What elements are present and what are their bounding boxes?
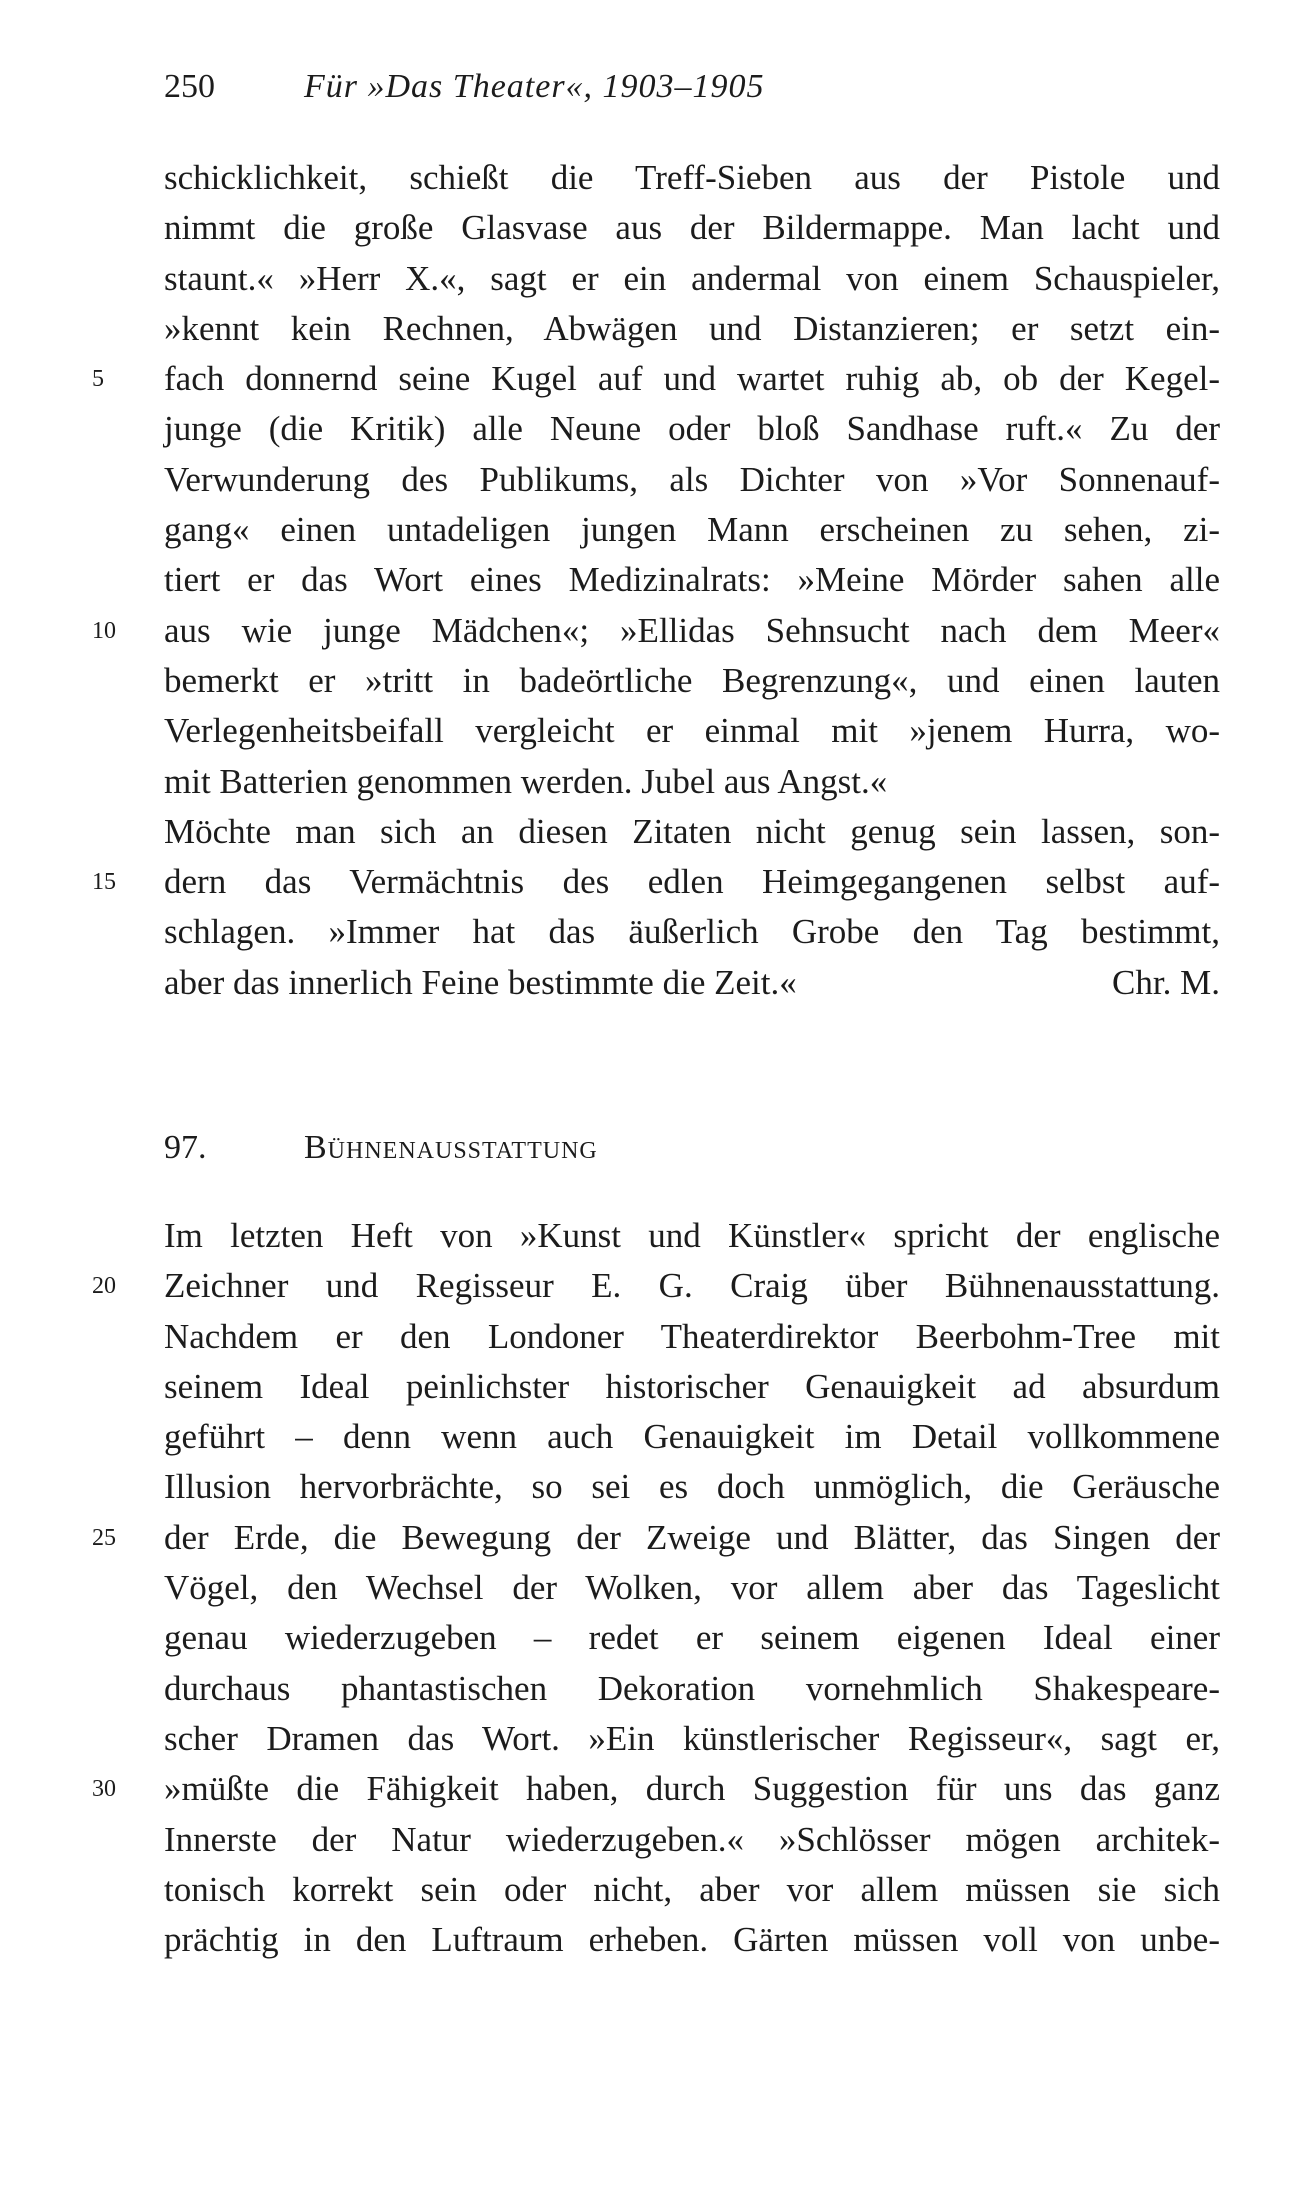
text-line [164,404,1220,454]
line-text: »kennt kein Rechnen, Abwägen und Distanzieren; er setzt ein- [164,308,1220,348]
line-text: seinem Ideal peinlichster historischer Genauigkeit ad absurdum [164,1366,1220,1406]
line-text: dern das Vermächtnis des edlen Heimgegangenen selbst auf- [164,862,1220,902]
text-line [164,757,1220,807]
line-text: Zeichner und Regisseur E. G. Craig über Bühnenausstattung. [164,1266,1220,1306]
text-line [164,1312,1220,1362]
line-text: Illusion hervorbrächte, so sei es doch unmöglich, die Geräusche [164,1467,1220,1507]
text-line [164,706,1220,756]
text-line [164,656,1220,706]
line-text: gang« einen untadeligen jungen Mann erscheinen zu sehen, zi- [164,510,1220,550]
line-text: Verwunderung des Publikums, als Dichter von »Vor Sonnenauf- [164,459,1220,499]
line-text: fach donnernd seine Kugel auf und wartet ruhig ab, ob der Kegel- [164,359,1220,399]
section-number: 97. [164,1129,207,1166]
line-number: 15 [92,869,116,896]
line-text: Im letzten Heft von »Kunst und Künstler« spricht der englische [164,1216,1220,1255]
text-line [164,304,1220,354]
line-text: Vögel, den Wechsel der Wolken, vor allem aber das Tageslicht [164,1568,1220,1608]
text-line [164,1462,1220,1512]
text-line [92,1764,1220,1814]
line-number: 25 [92,1524,116,1551]
text-line [164,1915,1220,1965]
text-line [164,1815,1220,1865]
line-text: schicklichkeit, schießt die Treff-Sieben aus der Pistole und [164,158,1220,197]
running-title: Für »Das Theater«, 1903–1905 [304,68,765,105]
line-text: der Erde, die Bewegung der Zweige und Blätter, das Singen der [164,1517,1220,1557]
line-text: staunt.« »Herr X.«, sagt er ein andermal von einem Schauspieler, [164,258,1220,298]
line-text: mit Batterien genommen werden. Jubel aus Angst.« [164,761,888,801]
text-line [164,1714,1220,1764]
text-line [164,1362,1220,1412]
text-line [164,1613,1220,1663]
line-text: aus wie junge Mädchen«; »Ellidas Sehnsucht nach dem Meer« [164,610,1220,650]
text-line [92,606,1220,656]
line-text: genau wiederzugeben – redet er seinem eigenen Ideal einer [164,1618,1220,1658]
text-line [164,1211,1220,1261]
running-header [164,62,765,112]
text-line [92,857,1220,907]
text-line [164,153,1220,203]
section-2-text [92,1211,1220,1965]
text-line [92,1513,1220,1563]
page-number: 250 [164,68,215,105]
line-text: prächtig in den Luftraum erheben. Gärten müssen voll von unbe- [164,1920,1220,1960]
text-line [164,907,1220,957]
line-text: geführt – denn wenn auch Genauigkeit im Detail vollkommene [164,1417,1220,1457]
text-line [164,1563,1220,1613]
line-text: bemerkt er »tritt in badeörtliche Begrenzung«, und einen lauten [164,660,1220,700]
line-text: tiert er das Wort eines Medizinalrats: »Meine Mörder sahen alle [164,560,1220,600]
line-number: 30 [92,1776,116,1803]
line-number: 5 [92,366,104,393]
line-text: durchaus phantastischen Dekoration vornehmlich Shakespeare- [164,1668,1220,1708]
text-line [164,455,1220,505]
text-line [92,354,1220,404]
text-line [164,1412,1220,1462]
line-text: aber das innerlich Feine bestimmte die Zeit.« [164,962,797,1002]
line-text: tonisch korrekt sein oder nicht, aber vor allem müssen sie sich [164,1869,1220,1909]
text-line [164,254,1220,304]
text-line [164,555,1220,605]
text-line [164,505,1220,555]
line-text: Möchte man sich an diesen Zitaten nicht genug sein lassen, son- [164,811,1220,851]
line-number: 10 [92,617,116,644]
text-line [92,1261,1220,1311]
line-text: nimmt die große Glasvase aus der Bildermappe. Man lacht und [164,208,1220,248]
line-text: junge (die Kritik) alle Neune oder bloß Sandhase ruft.« Zu der [164,409,1220,449]
line-text: »müßte die Fähigkeit haben, durch Suggestion für uns das ganz [164,1769,1220,1809]
section-1-text [92,153,1220,1008]
author-signature: Chr. M. [1112,962,1220,1002]
text-line [164,807,1220,857]
text-line [164,203,1220,253]
line-number: 20 [92,1273,116,1300]
section-heading [164,1123,598,1173]
text-line [164,1865,1220,1915]
line-text: Innerste der Natur wiederzugeben.« »Schlösser mögen architek- [164,1819,1220,1859]
line-text: Nachdem er den Londoner Theaterdirektor Beerbohm-Tree mit [164,1316,1220,1356]
text-line [164,958,1220,1008]
section-title: Bühnenausstattung [304,1129,598,1166]
line-text: scher Dramen das Wort. »Ein künstlerischer Regisseur«, sagt er, [164,1718,1220,1758]
text-line [164,1664,1220,1714]
line-text: schlagen. »Immer hat das äußerlich Grobe den Tag bestimmt, [164,912,1220,952]
line-text: Verlegenheitsbeifall vergleicht er einmal mit »jenem Hurra, wo- [164,711,1220,751]
